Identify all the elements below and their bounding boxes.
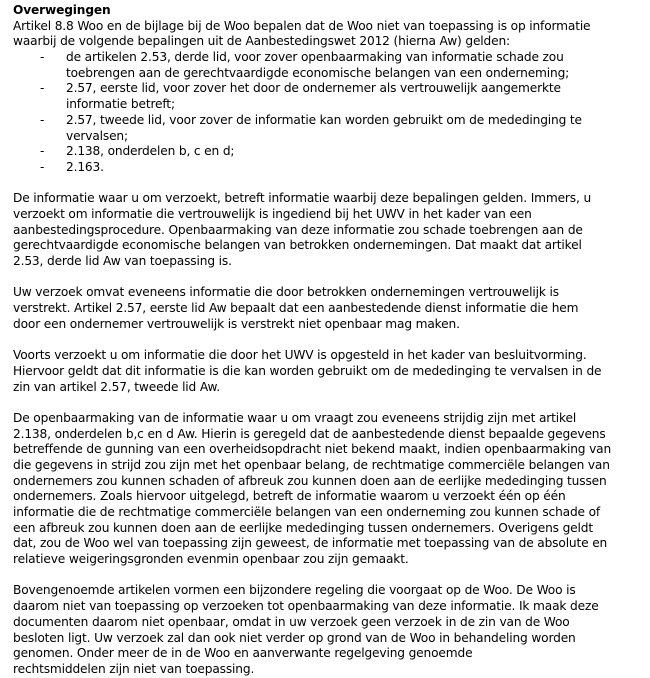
paragraph-conclusion	[13, 583, 650, 677]
list-item-text: vervalsen;	[66, 128, 128, 143]
section-heading: Overwegingen	[13, 3, 111, 17]
text-line: gerechtvaardigde economische belangen van betrokken ondernemingen. Dat maakt dat artikel	[13, 238, 582, 253]
text-line: Artikel 8.8 Woo en de bijlage bij de Woo bepalen dat de Woo niet van toepassing is op informatie	[13, 18, 591, 33]
text-line: genomen. Onder meer de in de Woo en aanverwante regelgeving genoemde	[13, 646, 473, 661]
text-line: ondernemers. Zoals hiervoor uitgelegd, betreft de informatie waarom u verzoekt één op één	[13, 489, 566, 504]
paragraph-article-257-first	[13, 285, 650, 332]
list-item-text: 2.57, tweede lid, voor zover de informatie kan worden gebruikt om de mededinging te	[66, 112, 582, 127]
text-line: daarom niet van toepassing op verzoeken tot openbaarmaking van deze informatie. Ik maak deze	[13, 599, 599, 614]
paragraph-article-2138	[13, 411, 650, 568]
text-line: Bovengenoemde artikelen vormen een bijzondere regeling die voorgaat op de Woo. De Woo is	[13, 583, 576, 598]
list-item	[13, 113, 650, 144]
list-item-text: toebrengen aan de gerechtvaardigde economische belangen van een onderneming;	[66, 65, 570, 80]
text-line: De openbaarmaking van de informatie waar u om vraagt zou eveneens strijdig zijn met artikel	[13, 410, 577, 425]
text-line: Hiervoor geldt dat dit informatie is die kan worden gebruikt om de mededinging te vervalsen in de	[13, 363, 602, 378]
text-line: Uw verzoek omvat eveneens informatie die door betrokken ondernemingen vertrouwelijk is	[13, 285, 559, 300]
paragraph-article-257-second	[13, 348, 650, 395]
paragraph-gap	[13, 395, 650, 411]
list-item	[13, 50, 650, 81]
paragraph-gap	[13, 568, 650, 584]
dash-bullet-icon: -	[40, 112, 45, 127]
paragraph-gap	[13, 176, 650, 192]
paragraph-gap	[13, 270, 650, 286]
text-line: relatieve weigeringsgronden evenmin openbaar zou zijn gemaakt.	[13, 552, 409, 567]
list-item-text: 2.138, onderdelen b, c en d;	[66, 144, 235, 159]
list-item	[13, 81, 650, 112]
dash-bullet-icon: -	[40, 81, 45, 96]
text-line: rechtsmiddelen zijn niet van toepassing.	[13, 661, 255, 676]
list-item-text: 2.57, eerste lid, voor zover het door de ondernemer als vertrouwelijk aangemerkte	[66, 81, 561, 96]
dash-bullet-icon: -	[40, 144, 45, 159]
text-line: Voorts verzoekt u om informatie die door het UWV is opgesteld in het kader van besluitvorming.	[13, 348, 587, 363]
list-item	[13, 160, 650, 176]
text-line: waarbij de volgende bepalingen uit de Aanbestedingswet 2012 (hierna Aw) gelden:	[13, 34, 511, 49]
list-item-text: 2.163.	[66, 159, 104, 174]
text-line: betreffende de gunning van een overheidsopdracht niet bekend maakt, indien openbaarmaking van	[13, 442, 612, 457]
text-line: aanbestedingsprocedure. Openbaarmaking van deze informatie zou schade toebrengen aan de	[13, 222, 583, 237]
text-line: informatie die de rechtmatige commerciële belangen van een onderneming zou kunnen schade of	[13, 505, 601, 519]
text-line: documenten daarom niet openbaar, omdat in uw verzoek geen verzoek in de zin van de Woo	[13, 614, 570, 629]
text-line: ondernemers zou kunnen schaden of afbreuk zou kunnen doen aan de eerlijke mededinging tussen	[13, 473, 607, 488]
text-line: 2.53, derde lid Aw van toepassing is.	[13, 254, 232, 268]
text-line: verzoekt om informatie die vertrouwelijk is ingediend bij het UWV in het kader van een	[13, 206, 532, 221]
paragraph-gap	[13, 332, 650, 348]
text-line: die gegevens in strijd zou zijn met het openbaar belang, de rechtmatige commerciële belangen van	[13, 457, 610, 472]
intro-paragraph	[13, 19, 650, 50]
dash-bullet-icon: -	[40, 50, 45, 65]
text-line: dat, zou de Woo wel van toepassing zijn geweest, de informatie met toepassing van de absolute en	[13, 536, 608, 551]
text-line: zin van artikel 2.57, tweede lid Aw.	[13, 379, 220, 394]
text-line: door een ondernemer vertrouwelijk is verstrekt niet openbaar mag maken.	[13, 316, 460, 331]
text-line: een afbreuk zou kunnen doen aan de eerlijke mededinging tussen ondernemers. Overigens geldt	[13, 520, 593, 535]
list-item-text: de artikelen 2.53, derde lid, voor zover openbaarmaking van informatie schade zou	[66, 50, 564, 65]
list-item-text: informatie betreft;	[66, 97, 175, 112]
paragraph-confidential-tender	[13, 191, 650, 269]
text-line: De informatie waar u om verzoekt, betreft informatie waarbij deze bepalingen gelden. Immers, u	[13, 191, 592, 206]
text-line: verstrekt. Artikel 2.57, eerste lid Aw bepaalt dat een aanbestedende dienst informatie die hem	[13, 301, 579, 316]
text-line: besloten ligt. Uw verzoek zal dan ook niet verder op grond van de Woo in behandeling worden	[13, 630, 576, 645]
text-line: 2.138, onderdelen b,c en d Aw. Hierin is geregeld dat de aanbestedende dienst bepaalde gegevens	[13, 426, 606, 441]
provisions-list	[13, 50, 650, 176]
list-item	[13, 144, 650, 160]
dash-bullet-icon: -	[40, 159, 45, 174]
